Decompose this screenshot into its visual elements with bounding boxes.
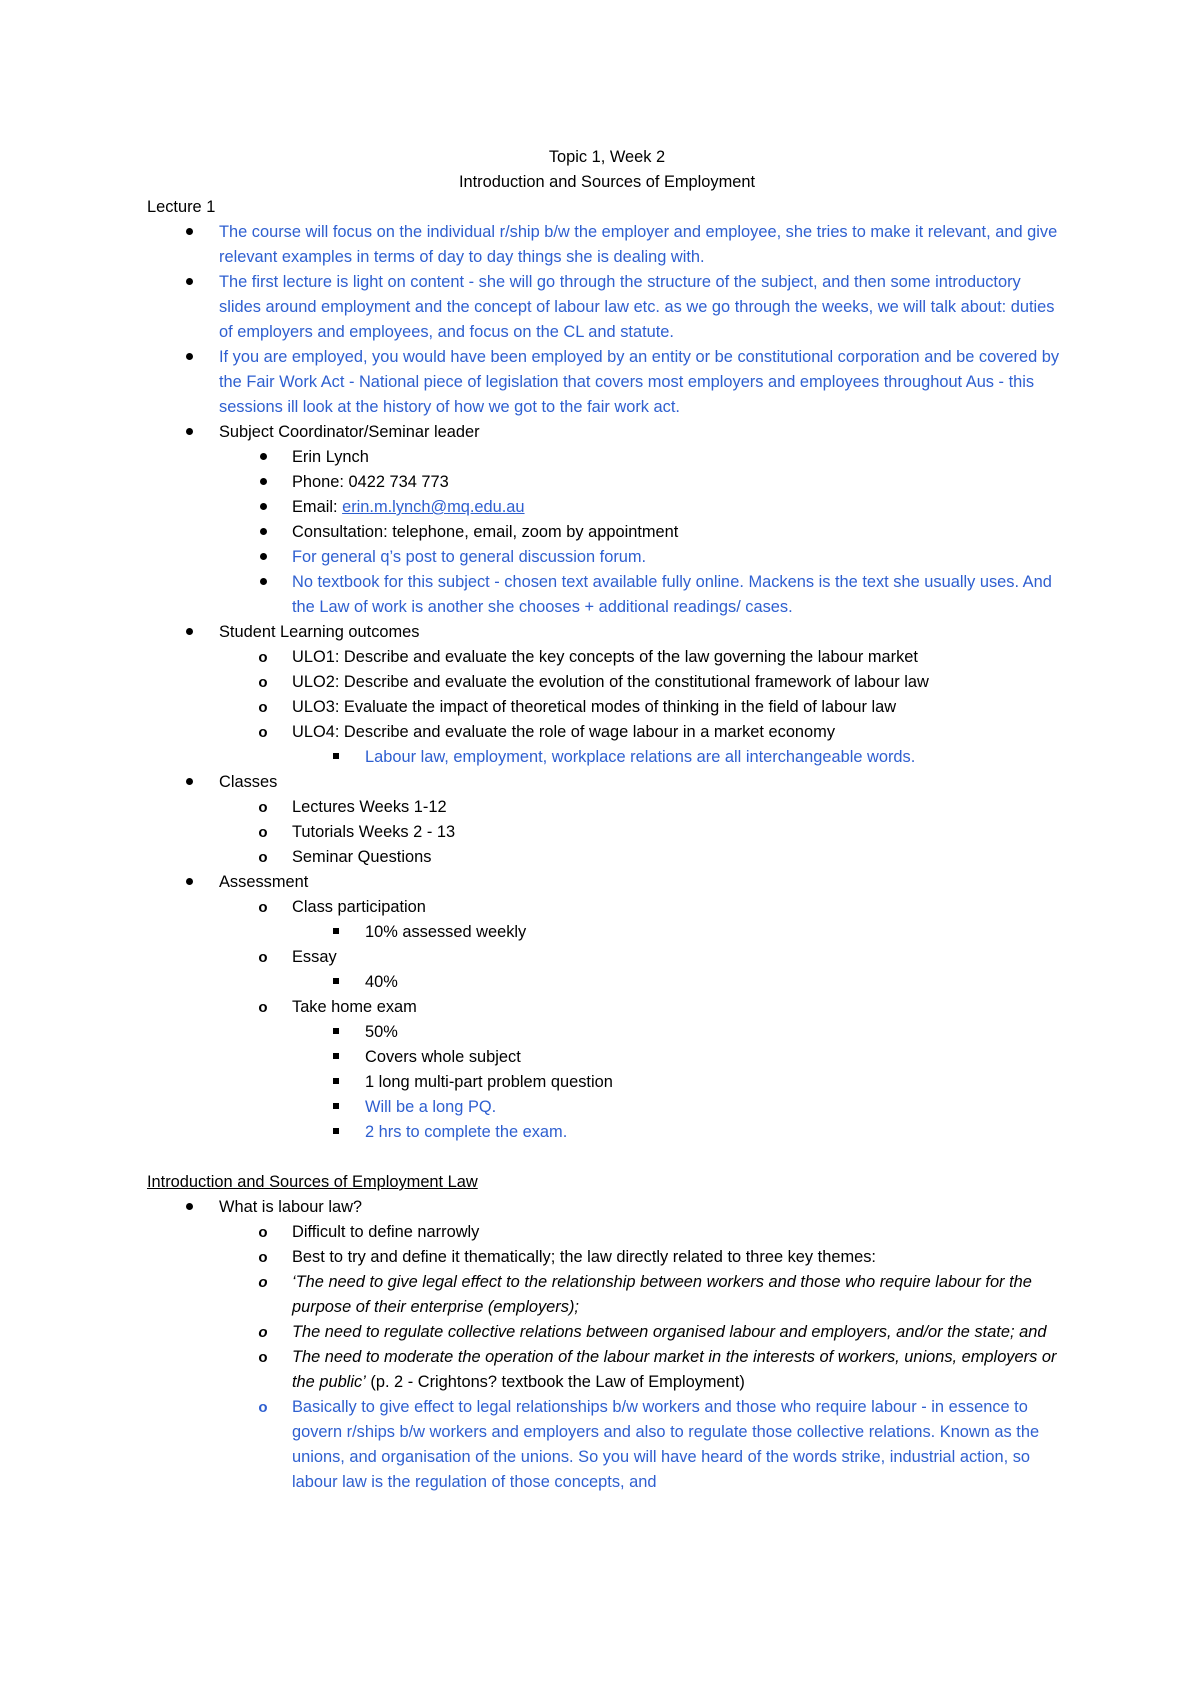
section-spacer xyxy=(147,1145,1067,1170)
bullet-o-icon: o xyxy=(258,824,268,841)
email-link[interactable]: erin.m.lynch@mq.edu.au xyxy=(342,498,525,516)
bullet-dot-icon xyxy=(181,620,197,645)
coordinator-name: Erin Lynch xyxy=(147,445,1067,470)
coordinator-email: Email: erin.m.lynch@mq.edu.au xyxy=(147,495,1067,520)
assessment-essay: o Essay xyxy=(147,945,1067,970)
explanation-item: o Basically to give effect to legal relationships b/w workers and those who require labour - in essence to govern r/ships b/w workers and employers and also to regulate those collective relations. Known as the unions, and organisation of the unions. So you will have heard of the words strike, industrial action, so labour law is the regulation of those concepts, and xyxy=(147,1395,1067,1495)
assessment-participation-detail: 10% assessed weekly xyxy=(147,920,1067,945)
bullet-dot-icon xyxy=(181,870,197,895)
bullet-dot-icon xyxy=(181,770,197,795)
bullet-square-icon xyxy=(328,1095,344,1120)
coordinator-phone: Phone: 0422 734 773 xyxy=(147,470,1067,495)
document-page xyxy=(147,145,1067,1495)
bullet-square-icon xyxy=(328,1070,344,1095)
list-item: What is labour law? xyxy=(147,1195,1067,1220)
bullet-dot-icon xyxy=(181,345,197,370)
assessment-exam-detail: 50% xyxy=(147,1020,1067,1045)
assessment-participation: o Class participation xyxy=(147,895,1067,920)
bullet-o-icon: o xyxy=(258,724,268,741)
lecture-heading: Lecture 1 xyxy=(147,198,216,216)
bullet-o-icon: o xyxy=(258,799,268,816)
list-item: o Difficult to define narrowly xyxy=(147,1220,1067,1245)
classes-tutorials: o Tutorials Weeks 2 - 13 xyxy=(147,820,1067,845)
doc-title-line1: Topic 1, Week 2 xyxy=(548,148,666,166)
coordinator-textbook: No textbook for this subject - chosen text available fully online. Mackens is the text she usually uses. And the Law of work is another she chooses + additional readings/ cases. xyxy=(147,570,1067,620)
classes-seminar: o Seminar Questions xyxy=(147,845,1067,870)
bullet-dot-icon xyxy=(181,270,197,295)
bullet-o-icon: o xyxy=(258,1224,268,1241)
bullet-square-icon xyxy=(328,1020,344,1045)
list-item: If you are employed, you would have been employed by an entity or be constitutional corporation and be covered by the Fair Work Act - National piece of legislation that covers most employers and employees throughout Aus - this sessions ill look at the history of how we got to the fair work act. xyxy=(147,345,1067,420)
outcome-ulo4: o ULO4: Describe and evaluate the role of wage labour in a market economy xyxy=(147,720,1067,745)
outcome-ulo1: o ULO1: Describe and evaluate the key concepts of the law governing the labour market xyxy=(147,645,1067,670)
classes-lectures: o Lectures Weeks 1-12 xyxy=(147,795,1067,820)
assessment-essay-detail: 40% xyxy=(147,970,1067,995)
outcome-note: Labour law, employment, workplace relations are all interchangeable words. xyxy=(147,745,1067,770)
classes-item: Classes xyxy=(147,770,1067,795)
bullet-square-icon xyxy=(328,1120,344,1145)
bullet-dot-icon xyxy=(255,470,271,495)
bullet-o-icon: o xyxy=(258,899,268,916)
bullet-o-icon: o xyxy=(258,1399,268,1416)
outcome-ulo3: o ULO3: Evaluate the impact of theoretical modes of thinking in the field of labour law xyxy=(147,695,1067,720)
bullet-o-icon: o xyxy=(258,1274,268,1291)
coordinator-general-q: For general q’s post to general discussion forum. xyxy=(147,545,1067,570)
bullet-dot-icon xyxy=(255,545,271,570)
bullet-dot-icon xyxy=(255,520,271,545)
bullet-o-icon: o xyxy=(258,1349,268,1366)
bullet-dot-icon xyxy=(255,445,271,470)
bullet-dot-icon xyxy=(181,420,197,445)
assessment-item: Assessment xyxy=(147,870,1067,895)
intro-section-heading: Introduction and Sources of Employment Law xyxy=(147,1173,478,1191)
theme-item: o The need to regulate collective relations between organised labour and employers, and/or the state; and xyxy=(147,1320,1067,1345)
bullet-square-icon xyxy=(328,920,344,945)
list-item: The first lecture is light on content - she will go through the structure of the subject, and then some introductory slides around employment and the concept of labour law etc. as we go through the weeks, we will talk about: duties of employers and employees, and focus on the CL and statute. xyxy=(147,270,1067,345)
bullet-dot-icon xyxy=(181,1195,197,1220)
theme-item: o ‘The need to give legal effect to the relationship between workers and those who require labour for the purpose of their enterprise (employers); xyxy=(147,1270,1067,1320)
citation: (p. 2 - Crightons? textbook the Law of Employment) xyxy=(365,1373,745,1391)
theme-item: o The need to moderate the operation of the labour market in the interests of workers, unions, employers or the public’ (p. 2 - Crightons? textbook the Law of Employment) xyxy=(147,1345,1067,1395)
intro-section-list xyxy=(147,1195,1067,1495)
bullet-o-icon: o xyxy=(258,674,268,691)
bullet-square-icon xyxy=(328,970,344,995)
assessment-exam-note: Will be a long PQ. xyxy=(147,1095,1067,1120)
bullet-o-icon: o xyxy=(258,999,268,1016)
coordinator-consultation: Consultation: telephone, email, zoom by appointment xyxy=(147,520,1067,545)
bullet-dot-icon xyxy=(181,220,197,245)
bullet-square-icon xyxy=(328,1045,344,1070)
doc-title-line2: Introduction and Sources of Employment xyxy=(458,173,756,191)
bullet-o-icon: o xyxy=(258,849,268,866)
bullet-o-icon: o xyxy=(258,649,268,666)
bullet-dot-icon xyxy=(255,570,271,595)
bullet-square-icon xyxy=(328,745,344,770)
list-item: o Best to try and define it thematically; the law directly related to three key themes: xyxy=(147,1245,1067,1270)
list-item: The course will focus on the individual r/ship b/w the employer and employee, she tries to make it relevant, and give relevant examples in terms of day to day things she is dealing with. xyxy=(147,220,1067,270)
assessment-exam-detail: 1 long multi-part problem question xyxy=(147,1070,1067,1095)
assessment-exam: o Take home exam xyxy=(147,995,1067,1020)
bullet-o-icon: o xyxy=(258,699,268,716)
coordinator-item: Subject Coordinator/Seminar leader xyxy=(147,420,1067,445)
bullet-o-icon: o xyxy=(258,949,268,966)
outcome-ulo2: o ULO2: Describe and evaluate the evolution of the constitutional framework of labour law xyxy=(147,670,1067,695)
outcomes-item: Student Learning outcomes xyxy=(147,620,1067,645)
lecture-list xyxy=(147,220,1067,1145)
bullet-o-icon: o xyxy=(258,1324,268,1341)
bullet-o-icon: o xyxy=(258,1249,268,1266)
bullet-dot-icon xyxy=(255,495,271,520)
assessment-exam-detail: Covers whole subject xyxy=(147,1045,1067,1070)
assessment-exam-note: 2 hrs to complete the exam. xyxy=(147,1120,1067,1145)
